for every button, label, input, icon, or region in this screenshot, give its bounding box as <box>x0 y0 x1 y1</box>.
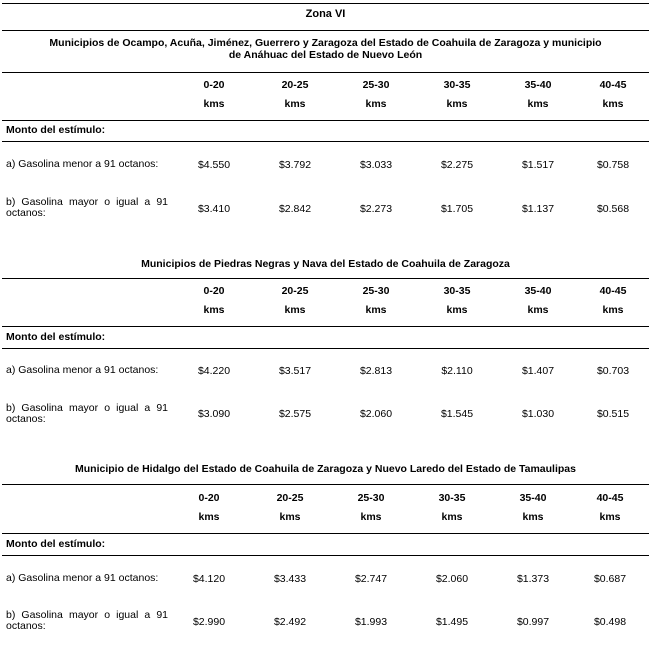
section-2-row-a-label: a) Gasolina menor a 91 octanos: <box>6 364 159 376</box>
zone-title: Zona VI <box>305 8 346 20</box>
section-3-row-b-label: b) Gasolina mayor o igual a 91 octanos: <box>6 609 168 632</box>
section-1-monto-label: Monto del estímulo: <box>6 124 106 136</box>
section-2-col-4-header <box>427 282 487 320</box>
section-2-row-b-label: b) Gasolina mayor o igual a 91 octanos: <box>6 402 168 425</box>
section-2-row-a-value-3: $2.813 <box>359 365 393 377</box>
section-3-row-a-value-5: $1.373 <box>516 573 550 585</box>
section-1-row-a-value-4: $2.275 <box>440 159 474 171</box>
col-unit: kms <box>360 511 382 523</box>
section-1-col-3-header <box>346 76 406 114</box>
section-2-col-5-header <box>508 282 568 320</box>
col-unit: kms <box>602 98 624 110</box>
col-unit: kms <box>284 304 306 316</box>
section-1-col-1-header <box>184 76 244 114</box>
section-2-header-bottom-rule <box>2 326 649 327</box>
section-2-col-3-header <box>346 282 406 320</box>
col-unit: kms <box>198 511 220 523</box>
col-unit: kms <box>522 511 544 523</box>
col-range: 20-25 <box>281 79 309 91</box>
section-2-row-b-value-3: $2.060 <box>359 408 393 420</box>
section-3-row-a-value-4: $2.060 <box>435 573 469 585</box>
section-1-row-a-value-6: $0.758 <box>596 159 630 171</box>
section-1-row-b-label: b) Gasolina mayor o igual a 91 octanos: <box>6 196 168 219</box>
section-3-row-a-value-3: $2.747 <box>354 573 388 585</box>
col-unit: kms <box>527 98 549 110</box>
col-range: 35-40 <box>519 492 547 504</box>
col-unit: kms <box>284 98 306 110</box>
col-unit: kms <box>602 304 624 316</box>
section-3-row-b-value-1: $2.990 <box>192 616 226 628</box>
section-2-row-a-value-2: $3.517 <box>278 365 312 377</box>
top-rule <box>2 3 649 4</box>
col-range: 25-30 <box>362 79 390 91</box>
section-1-row-b-value-3: $2.273 <box>359 203 393 215</box>
section-1-header-bottom-rule <box>2 120 649 121</box>
section-3-row-b-value-3: $1.993 <box>354 616 388 628</box>
col-unit: kms <box>446 304 468 316</box>
section-1-col-5-header <box>508 76 568 114</box>
section-3-row-a-value-2: $3.433 <box>273 573 307 585</box>
col-unit: kms <box>279 511 301 523</box>
section-2-row-a-value-1: $4.220 <box>197 365 231 377</box>
section-3-row-b-value-4: $1.495 <box>435 616 469 628</box>
section-3-header-bottom-rule <box>2 533 649 534</box>
section-3-col-5-header <box>503 489 563 527</box>
section-2-row-a-value-5: $1.407 <box>521 365 555 377</box>
section-3-monto-label: Monto del estímulo: <box>6 538 106 550</box>
section-3-row-a-value-1: $4.120 <box>192 573 226 585</box>
col-range: 30-35 <box>443 79 471 91</box>
col-range: 30-35 <box>438 492 466 504</box>
section-3-col-2-header <box>260 489 320 527</box>
zone-title-rule <box>2 30 649 31</box>
section-1-row-b-value-1: $3.410 <box>197 203 231 215</box>
section-3-row-a-value-6: $0.687 <box>593 573 627 585</box>
col-range: 35-40 <box>524 285 552 297</box>
col-range: 40-45 <box>599 79 627 91</box>
section-1-header-top-rule <box>2 72 649 73</box>
section-3-col-1-header <box>179 489 239 527</box>
col-range: 30-35 <box>443 285 471 297</box>
section-2-row-a-value-6: $0.703 <box>596 365 630 377</box>
section-2-row-b-value-2: $2.575 <box>278 408 312 420</box>
section-3-col-6-header <box>580 489 640 527</box>
section-3-col-4-header <box>422 489 482 527</box>
section-1-row-a-value-1: $4.550 <box>197 159 231 171</box>
section-1-title-line1: Municipios de Ocampo, Acuña, Jiménez, Guerrero y Zaragoza del Estado de Coahuila de Zaragoza y municipio <box>49 37 602 49</box>
section-2-title-line1: Municipios de Piedras Negras y Nava del Estado de Coahuila de Zaragoza <box>141 258 510 270</box>
section-2-row-a-value-4: $2.110 <box>441 365 473 377</box>
col-unit: kms <box>365 98 387 110</box>
section-2-col-2-header <box>265 282 325 320</box>
section-3-col-3-header <box>341 489 401 527</box>
section-2-title <box>20 258 631 270</box>
section-3-title <box>20 463 631 475</box>
col-unit: kms <box>599 511 621 523</box>
col-range: 40-45 <box>596 492 624 504</box>
section-2-col-6-header <box>583 282 643 320</box>
section-1-row-b-value-2: $2.842 <box>278 203 312 215</box>
section-2-row-b-value-5: $1.030 <box>521 408 555 420</box>
section-3-row-b-value-6: $0.498 <box>593 616 627 628</box>
section-2-col-1-header <box>184 282 244 320</box>
section-1-row-a-value-2: $3.792 <box>278 159 312 171</box>
col-unit: kms <box>203 98 225 110</box>
section-1-row-b-value-6: $0.568 <box>596 203 630 215</box>
section-2-monto-label: Monto del estímulo: <box>6 331 106 343</box>
col-range: 0-20 <box>198 492 220 504</box>
col-unit: kms <box>203 304 225 316</box>
section-1-row-b-value-5: $1.137 <box>521 203 555 215</box>
section-3-monto-rule <box>2 555 649 556</box>
section-1-col-6-header <box>583 76 643 114</box>
section-1-row-a-value-5: $1.517 <box>521 159 555 171</box>
section-3-header-top-rule <box>2 484 649 485</box>
col-range: 20-25 <box>281 285 309 297</box>
col-unit: kms <box>527 304 549 316</box>
section-3-title-line1: Municipio de Hidalgo del Estado de Coahuila de Zaragoza y Nuevo Laredo del Estado de Tamaulipas <box>75 463 576 475</box>
col-range: 25-30 <box>357 492 385 504</box>
section-3-row-a-label: a) Gasolina menor a 91 octanos: <box>6 572 159 584</box>
col-range: 35-40 <box>524 79 552 91</box>
col-unit: kms <box>446 98 468 110</box>
section-2-row-b-value-1: $3.090 <box>197 408 231 420</box>
section-1-title-line2: de Anáhuac del Estado de Nuevo León <box>228 49 423 61</box>
col-range: 0-20 <box>203 79 225 91</box>
section-2-row-b-value-6: $0.515 <box>596 408 630 420</box>
section-3-row-b-value-5: $0.997 <box>516 616 550 628</box>
section-2-monto-rule <box>2 348 649 349</box>
col-range: 40-45 <box>599 285 627 297</box>
section-2-header-top-rule <box>2 278 649 279</box>
section-1-title <box>20 37 631 61</box>
section-1-row-b-value-4: $1.705 <box>440 203 474 215</box>
section-3-row-b-value-2: $2.492 <box>273 616 307 628</box>
section-1-row-a-value-3: $3.033 <box>359 159 393 171</box>
section-2-row-b-value-4: $1.545 <box>440 408 474 420</box>
col-range: 25-30 <box>362 285 390 297</box>
col-range: 0-20 <box>203 285 225 297</box>
section-1-monto-rule <box>2 141 649 142</box>
section-1-row-a-label: a) Gasolina menor a 91 octanos: <box>6 158 159 170</box>
col-unit: kms <box>365 304 387 316</box>
section-1-col-4-header <box>427 76 487 114</box>
section-1-col-2-header <box>265 76 325 114</box>
col-unit: kms <box>441 511 463 523</box>
col-range: 20-25 <box>276 492 304 504</box>
